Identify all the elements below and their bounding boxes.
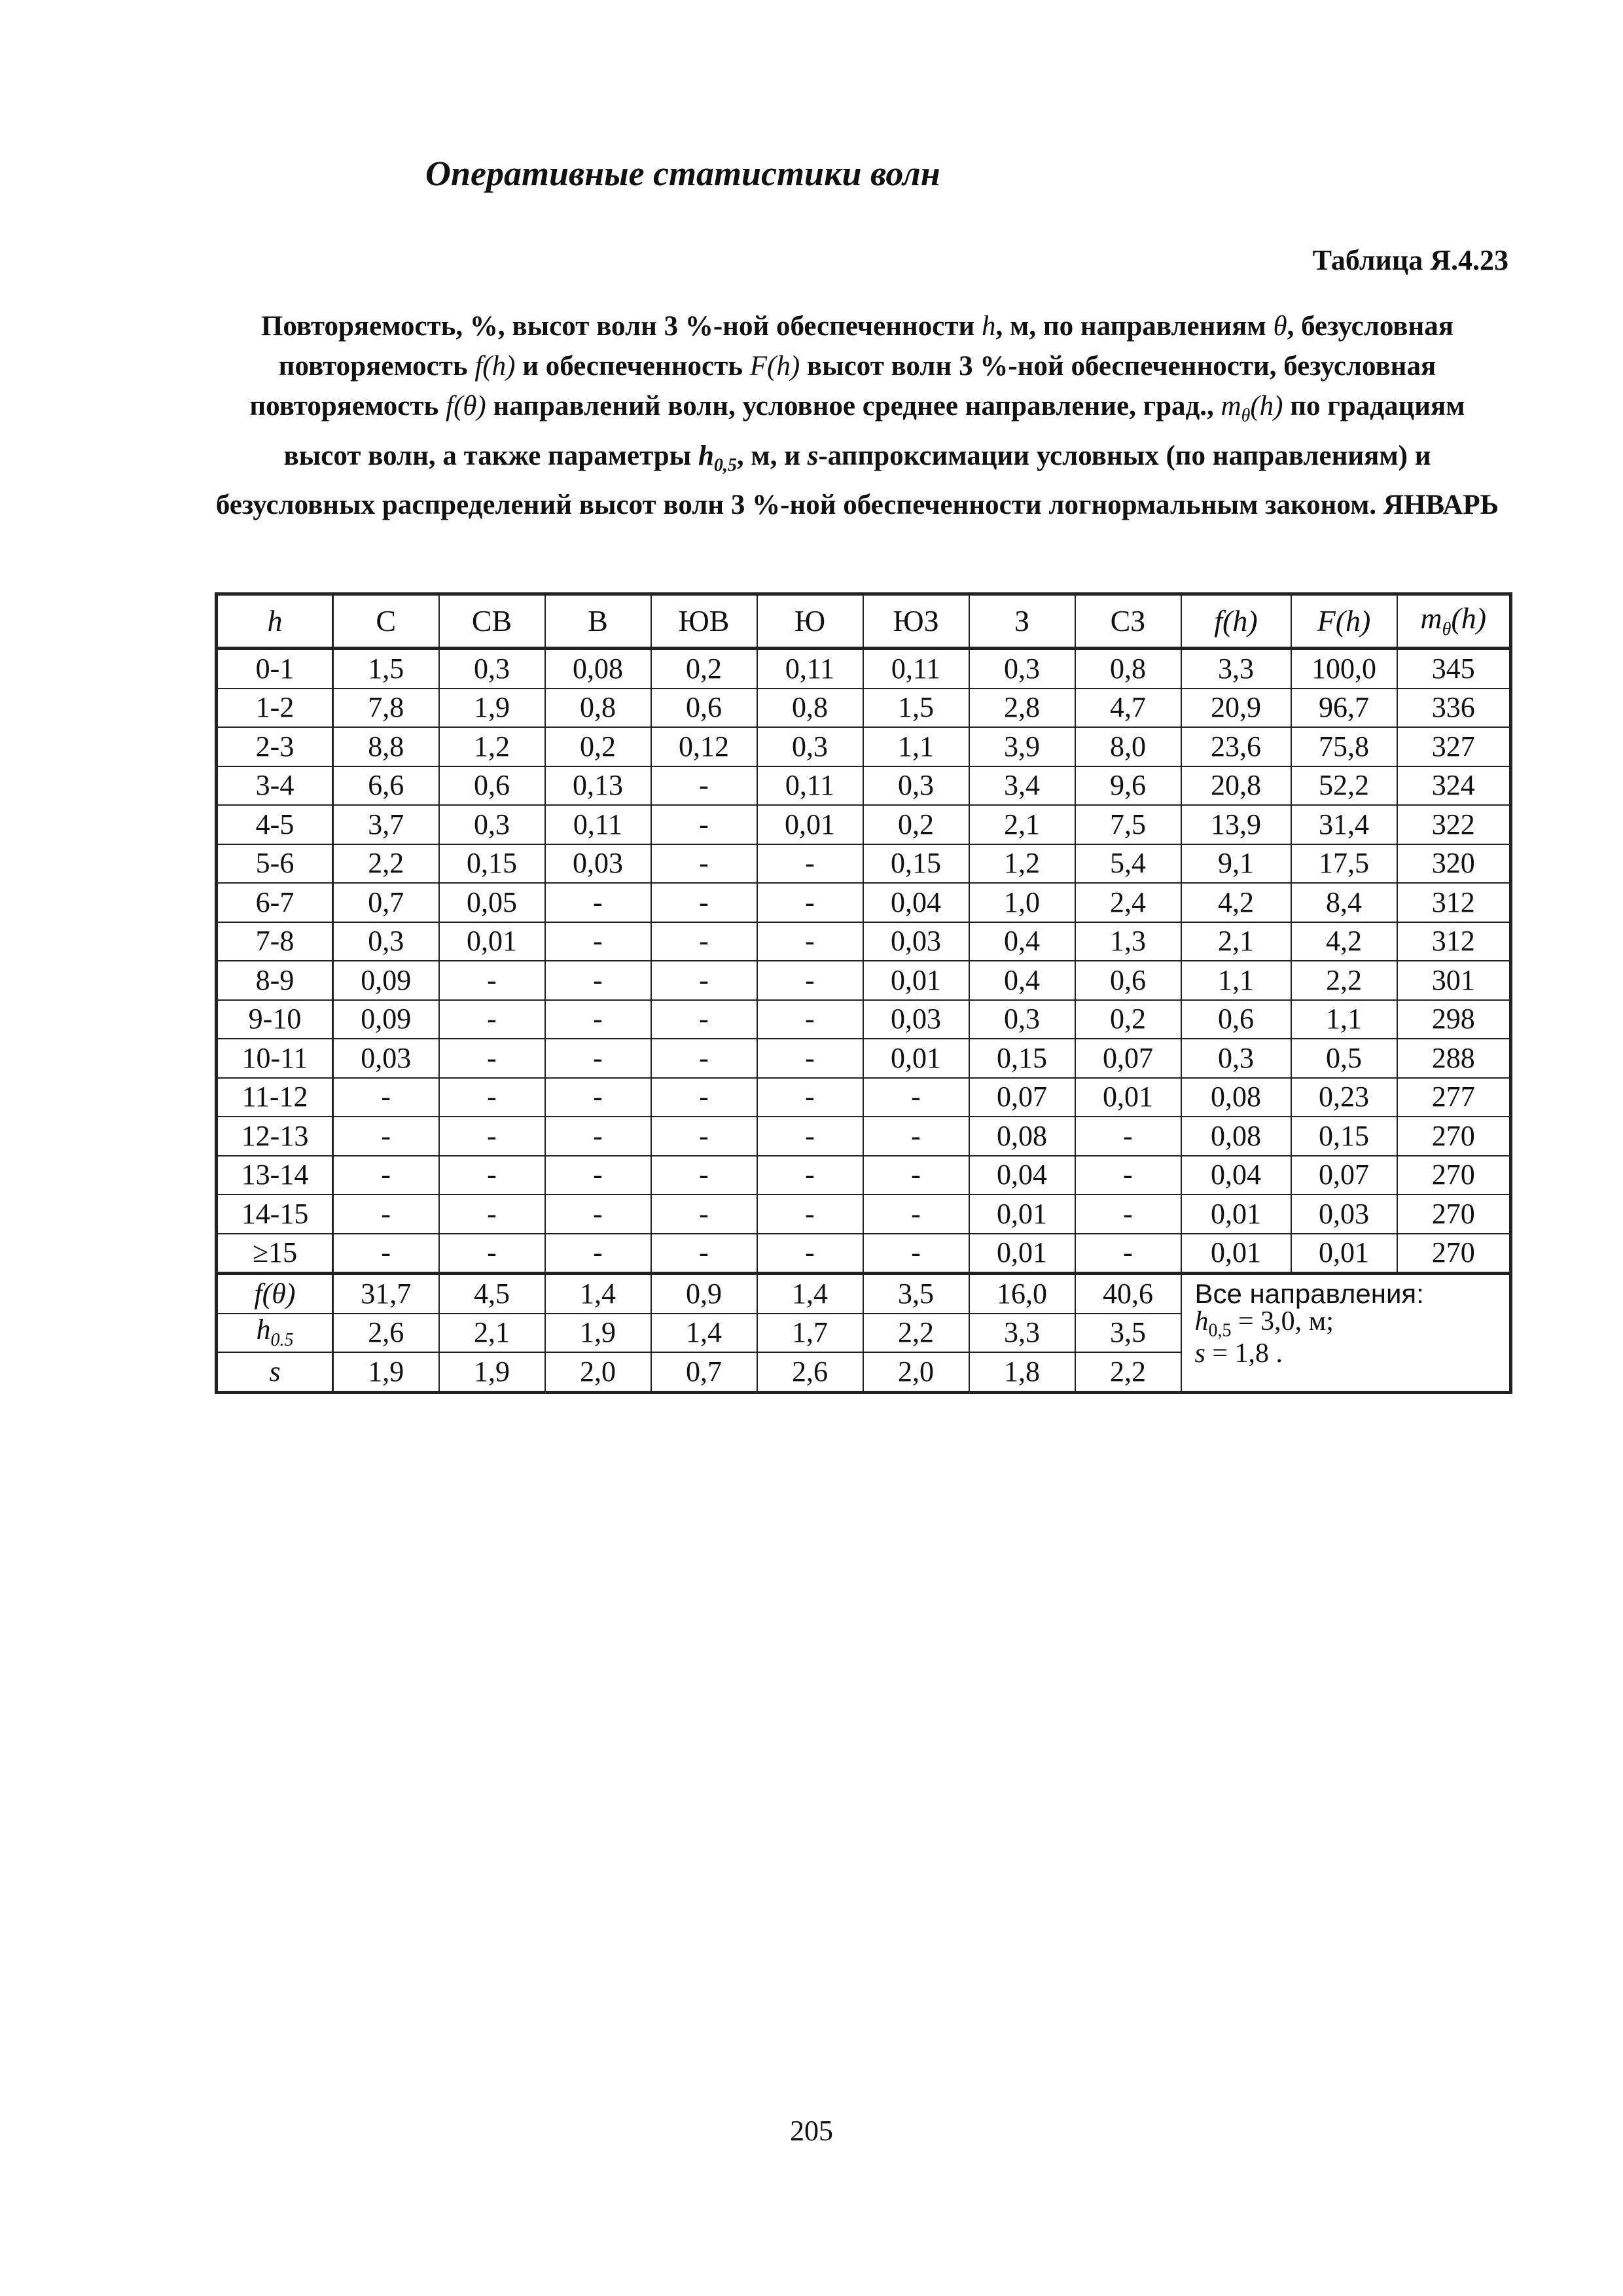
- direction-cell: 0,8: [545, 689, 651, 728]
- direction-cell: 0,6: [439, 766, 545, 806]
- direction-cell: 0,8: [757, 689, 863, 728]
- summary-body: [217, 1274, 1511, 1393]
- s-cell: 2,2: [1075, 1352, 1181, 1392]
- direction-cell: 0,7: [333, 883, 439, 922]
- direction-cell: -: [545, 961, 651, 1000]
- direction-cell: -: [1075, 1194, 1181, 1234]
- direction-cell: 0,12: [651, 727, 757, 766]
- direction-cell: 1,0: [969, 883, 1075, 922]
- header-direction: ЮЗ: [863, 594, 969, 649]
- Fh-cell: 0,5: [1291, 1039, 1397, 1078]
- direction-cell: 0,11: [545, 805, 651, 844]
- direction-cell: -: [333, 1078, 439, 1117]
- table-row: [217, 1234, 1511, 1274]
- Fh-cell: 75,8: [1291, 727, 1397, 766]
- header-h: h: [217, 594, 333, 649]
- direction-cell: 0,15: [969, 1039, 1075, 1078]
- direction-cell: 0,2: [651, 649, 757, 689]
- s-cell: 1,8: [969, 1352, 1075, 1392]
- fh-cell: 0,3: [1181, 1039, 1291, 1078]
- direction-cell: 5,4: [1075, 844, 1181, 884]
- mtheta-cell: 322: [1397, 805, 1511, 844]
- direction-cell: -: [545, 883, 651, 922]
- direction-cell: 0,08: [545, 649, 651, 689]
- direction-cell: -: [757, 1194, 863, 1234]
- direction-cell: -: [863, 1078, 969, 1117]
- direction-cell: 0,09: [333, 961, 439, 1000]
- direction-cell: -: [863, 1194, 969, 1234]
- direction-cell: 0,01: [863, 961, 969, 1000]
- direction-cell: 0,3: [969, 1000, 1075, 1039]
- row-height-range: 14-15: [217, 1194, 333, 1234]
- Fh-cell: 31,4: [1291, 805, 1397, 844]
- row-height-range: 0-1: [217, 649, 333, 689]
- all-directions-cell: [1181, 1274, 1511, 1393]
- direction-cell: -: [545, 1000, 651, 1039]
- row-height-range: 6-7: [217, 883, 333, 922]
- row-height-range: 2-3: [217, 727, 333, 766]
- table-row: [217, 766, 1511, 806]
- mtheta-cell: 270: [1397, 1156, 1511, 1195]
- direction-cell: 0,01: [863, 1039, 969, 1078]
- Fh-cell: 100,0: [1291, 649, 1397, 689]
- h05-cell: 1,7: [757, 1314, 863, 1353]
- direction-cell: 2,4: [1075, 883, 1181, 922]
- mtheta-cell: 288: [1397, 1039, 1511, 1078]
- direction-cell: -: [757, 844, 863, 884]
- direction-cell: -: [757, 1156, 863, 1195]
- header-direction: З: [969, 594, 1075, 649]
- direction-cell: -: [651, 766, 757, 806]
- h05-cell: 1,9: [545, 1314, 651, 1353]
- direction-cell: 0,01: [969, 1194, 1075, 1234]
- ftheta-cell: 31,7: [333, 1274, 439, 1314]
- Fh-cell: 17,5: [1291, 844, 1397, 884]
- fh-cell: 9,1: [1181, 844, 1291, 884]
- direction-cell: 8,8: [333, 727, 439, 766]
- direction-cell: 4,7: [1075, 689, 1181, 728]
- header-direction: ЮВ: [651, 594, 757, 649]
- all-directions-title: Все направления:: [1194, 1278, 1424, 1309]
- direction-cell: 0,01: [1075, 1078, 1181, 1117]
- table-row: [217, 727, 1511, 766]
- Fh-cell: 0,03: [1291, 1194, 1397, 1234]
- mtheta-cell: 277: [1397, 1078, 1511, 1117]
- ftheta-cell: 3,5: [863, 1274, 969, 1314]
- direction-cell: 0,15: [439, 844, 545, 884]
- direction-cell: 0,3: [757, 727, 863, 766]
- direction-cell: -: [863, 1117, 969, 1156]
- ftheta-cell: 16,0: [969, 1274, 1075, 1314]
- row-height-range: 8-9: [217, 961, 333, 1000]
- direction-cell: 0,3: [439, 805, 545, 844]
- direction-cell: -: [651, 1078, 757, 1117]
- header-direction: В: [545, 594, 651, 649]
- Fh-cell: 0,01: [1291, 1234, 1397, 1274]
- direction-cell: 0,08: [969, 1117, 1075, 1156]
- row-height-range: 10-11: [217, 1039, 333, 1078]
- direction-cell: 0,09: [333, 1000, 439, 1039]
- fh-cell: 23,6: [1181, 727, 1291, 766]
- fh-cell: 2,1: [1181, 922, 1291, 961]
- table-row: [217, 844, 1511, 884]
- direction-cell: 1,3: [1075, 922, 1181, 961]
- direction-cell: -: [439, 1000, 545, 1039]
- direction-cell: 0,2: [863, 805, 969, 844]
- s-cell: 2,6: [757, 1352, 863, 1392]
- direction-cell: 0,04: [863, 883, 969, 922]
- Fh-cell: 2,2: [1291, 961, 1397, 1000]
- direction-cell: -: [651, 1194, 757, 1234]
- row-height-range: 1-2: [217, 689, 333, 728]
- direction-cell: 0,2: [1075, 1000, 1181, 1039]
- table-row: [217, 689, 1511, 728]
- mtheta-cell: 320: [1397, 844, 1511, 884]
- direction-cell: 8,0: [1075, 727, 1181, 766]
- fh-cell: 0,01: [1181, 1194, 1291, 1234]
- direction-cell: -: [651, 1156, 757, 1195]
- direction-cell: 1,5: [863, 689, 969, 728]
- direction-cell: -: [333, 1156, 439, 1195]
- direction-cell: 0,15: [863, 844, 969, 884]
- direction-cell: -: [651, 805, 757, 844]
- direction-cell: -: [333, 1194, 439, 1234]
- table-row: [217, 805, 1511, 844]
- direction-cell: -: [333, 1117, 439, 1156]
- s-cell: 2,0: [545, 1352, 651, 1392]
- direction-cell: 3,4: [969, 766, 1075, 806]
- ftheta-cell: 0,9: [651, 1274, 757, 1314]
- direction-cell: 2,2: [333, 844, 439, 884]
- direction-cell: -: [757, 1117, 863, 1156]
- mtheta-cell: 312: [1397, 883, 1511, 922]
- direction-cell: -: [333, 1234, 439, 1274]
- fh-cell: 4,2: [1181, 883, 1291, 922]
- direction-cell: 7,8: [333, 689, 439, 728]
- header-direction: СЗ: [1075, 594, 1181, 649]
- row-height-range: 11-12: [217, 1078, 333, 1117]
- direction-cell: 6,6: [333, 766, 439, 806]
- direction-cell: 3,7: [333, 805, 439, 844]
- direction-cell: -: [545, 1194, 651, 1234]
- direction-cell: 0,3: [969, 649, 1075, 689]
- mtheta-cell: 298: [1397, 1000, 1511, 1039]
- Fh-cell: 0,07: [1291, 1156, 1397, 1195]
- table-number: Таблица Я.4.23: [1312, 244, 1508, 276]
- s-cell: 2,0: [863, 1352, 969, 1392]
- direction-cell: 1,9: [439, 689, 545, 728]
- direction-cell: -: [863, 1156, 969, 1195]
- direction-cell: -: [651, 1117, 757, 1156]
- mtheta-cell: 345: [1397, 649, 1511, 689]
- direction-cell: -: [651, 1234, 757, 1274]
- direction-cell: 9,6: [1075, 766, 1181, 806]
- fh-cell: 0,08: [1181, 1078, 1291, 1117]
- direction-cell: 0,07: [1075, 1039, 1181, 1078]
- mtheta-cell: 270: [1397, 1194, 1511, 1234]
- Fh-cell: 52,2: [1291, 766, 1397, 806]
- mtheta-cell: 327: [1397, 727, 1511, 766]
- wave-statistics-table-container: [215, 592, 1509, 1394]
- all-directions-h05: $h_{0,5} = 3,0$, м;: [1194, 1306, 1334, 1341]
- direction-cell: 0,03: [863, 1000, 969, 1039]
- direction-cell: -: [757, 1234, 863, 1274]
- row-height-range: ≥15: [217, 1234, 333, 1274]
- header-mtheta: $m_\theta(h)$: [1397, 594, 1511, 649]
- fh-cell: 20,8: [1181, 766, 1291, 806]
- row-height-range: 12-13: [217, 1117, 333, 1156]
- direction-cell: 0,01: [969, 1234, 1075, 1274]
- direction-cell: 0,4: [969, 961, 1075, 1000]
- Fh-cell: 0,23: [1291, 1078, 1397, 1117]
- direction-cell: -: [439, 1156, 545, 1195]
- table-row: [217, 961, 1511, 1000]
- direction-cell: 0,03: [545, 844, 651, 884]
- direction-cell: 0,13: [545, 766, 651, 806]
- direction-cell: -: [439, 1078, 545, 1117]
- direction-cell: -: [1075, 1156, 1181, 1195]
- page-number: 205: [790, 2115, 833, 2147]
- direction-cell: -: [545, 1156, 651, 1195]
- direction-cell: -: [439, 1234, 545, 1274]
- direction-cell: 0,07: [969, 1078, 1075, 1117]
- Fh-cell: 4,2: [1291, 922, 1397, 961]
- direction-cell: -: [439, 961, 545, 1000]
- header-row: [217, 594, 1511, 649]
- table-row: [217, 922, 1511, 961]
- ftheta-cell: 4,5: [439, 1274, 545, 1314]
- direction-cell: 1,2: [439, 727, 545, 766]
- direction-cell: 2,1: [969, 805, 1075, 844]
- fh-cell: 13,9: [1181, 805, 1291, 844]
- direction-cell: 0,04: [969, 1156, 1075, 1195]
- s-cell: 1,9: [439, 1352, 545, 1392]
- direction-cell: -: [1075, 1117, 1181, 1156]
- direction-cell: -: [545, 1039, 651, 1078]
- table-row: [217, 883, 1511, 922]
- direction-cell: 0,11: [757, 766, 863, 806]
- fh-cell: 1,1: [1181, 961, 1291, 1000]
- table-row: [217, 1194, 1511, 1234]
- direction-cell: 2,8: [969, 689, 1075, 728]
- table-row: [217, 1117, 1511, 1156]
- direction-cell: -: [757, 1039, 863, 1078]
- wave-statistics-table: [215, 592, 1512, 1394]
- all-directions-s: s = 1,8 .: [1194, 1338, 1283, 1369]
- s-label: s: [217, 1352, 333, 1392]
- direction-cell: -: [545, 1117, 651, 1156]
- direction-cell: -: [545, 922, 651, 961]
- direction-cell: -: [757, 922, 863, 961]
- mtheta-cell: 312: [1397, 922, 1511, 961]
- direction-cell: -: [757, 1000, 863, 1039]
- direction-cell: -: [757, 1078, 863, 1117]
- h05-cell: 1,4: [651, 1314, 757, 1353]
- fh-cell: 0,08: [1181, 1117, 1291, 1156]
- direction-cell: 0,03: [863, 922, 969, 961]
- direction-cell: -: [651, 844, 757, 884]
- fh-cell: 0,04: [1181, 1156, 1291, 1195]
- direction-cell: 0,01: [757, 805, 863, 844]
- ftheta-row: [217, 1274, 1511, 1314]
- table-row: [217, 1078, 1511, 1117]
- direction-cell: -: [651, 1000, 757, 1039]
- direction-cell: 0,11: [757, 649, 863, 689]
- direction-cell: -: [545, 1078, 651, 1117]
- direction-cell: 1,1: [863, 727, 969, 766]
- header-Fh: F(h): [1291, 594, 1397, 649]
- direction-cell: -: [439, 1194, 545, 1234]
- direction-cell: -: [863, 1234, 969, 1274]
- fh-cell: 20,9: [1181, 689, 1291, 728]
- h05-cell: 2,2: [863, 1314, 969, 1353]
- table-row: [217, 1000, 1511, 1039]
- direction-cell: 0,05: [439, 883, 545, 922]
- direction-cell: 0,3: [863, 766, 969, 806]
- direction-cell: 0,8: [1075, 649, 1181, 689]
- direction-cell: -: [651, 922, 757, 961]
- direction-cell: -: [757, 961, 863, 1000]
- direction-cell: -: [651, 1039, 757, 1078]
- direction-cell: -: [651, 961, 757, 1000]
- h05-cell: 3,3: [969, 1314, 1075, 1353]
- fh-cell: 3,3: [1181, 649, 1291, 689]
- row-height-range: 4-5: [217, 805, 333, 844]
- mtheta-cell: 336: [1397, 689, 1511, 728]
- ftheta-cell: 1,4: [545, 1274, 651, 1314]
- Fh-cell: 96,7: [1291, 689, 1397, 728]
- direction-cell: -: [439, 1039, 545, 1078]
- ftheta-cell: 1,4: [757, 1274, 863, 1314]
- direction-cell: -: [439, 1117, 545, 1156]
- direction-cell: 0,6: [651, 689, 757, 728]
- direction-cell: 7,5: [1075, 805, 1181, 844]
- Fh-cell: 0,15: [1291, 1117, 1397, 1156]
- direction-cell: 0,01: [439, 922, 545, 961]
- row-height-range: 7-8: [217, 922, 333, 961]
- table-body: [217, 649, 1511, 1274]
- ftheta-cell: 40,6: [1075, 1274, 1181, 1314]
- fh-cell: 0,01: [1181, 1234, 1291, 1274]
- header-direction: Ю: [757, 594, 863, 649]
- table-caption: Повторяемость, %, высот волн 3 %-ной обеспеченности h, м, по направлениям θ, безусловная повторяемость f(h) и обеспеченность F(h) высот волн 3 %-ной обеспеченности, безусловная повторяемость f(θ) направлений волн, условное среднее направление, град., $m_\theta(h)$ по градациям высот волн, а также параметры $h_{0,5}$, м, и s-аппроксимации условных (по направлениям) и безусловных распределений высот волн 3 %-ной обеспеченности логнормальным законом. ЯНВАРЬ: [215, 311, 1499, 521]
- row-height-range: 9-10: [217, 1000, 333, 1039]
- direction-cell: -: [1075, 1234, 1181, 1274]
- direction-cell: 0,2: [545, 727, 651, 766]
- direction-cell: 3,9: [969, 727, 1075, 766]
- ftheta-label: f(θ): [217, 1274, 333, 1314]
- h05-label: $h_{0.5}$: [217, 1314, 333, 1353]
- h05-cell: 3,5: [1075, 1314, 1181, 1353]
- direction-cell: 0,4: [969, 922, 1075, 961]
- row-height-range: 3-4: [217, 766, 333, 806]
- s-cell: 0,7: [651, 1352, 757, 1392]
- h05-cell: 2,1: [439, 1314, 545, 1353]
- mtheta-cell: 301: [1397, 961, 1511, 1000]
- direction-cell: 0,6: [1075, 961, 1181, 1000]
- mtheta-cell: 270: [1397, 1117, 1511, 1156]
- table-row: [217, 1156, 1511, 1195]
- h05-cell: 2,6: [333, 1314, 439, 1353]
- fh-cell: 0,6: [1181, 1000, 1291, 1039]
- header-fh: f(h): [1181, 594, 1291, 649]
- table-row: [217, 649, 1511, 689]
- direction-cell: -: [651, 883, 757, 922]
- mtheta-cell: 270: [1397, 1234, 1511, 1274]
- direction-cell: 0,3: [333, 922, 439, 961]
- Fh-cell: 1,1: [1291, 1000, 1397, 1039]
- header-direction: СВ: [439, 594, 545, 649]
- Fh-cell: 8,4: [1291, 883, 1397, 922]
- direction-cell: 1,5: [333, 649, 439, 689]
- mtheta-cell: 324: [1397, 766, 1511, 806]
- table-row: [217, 1039, 1511, 1078]
- section-title: Оперативные статистики волн: [425, 154, 940, 193]
- s-cell: 1,9: [333, 1352, 439, 1392]
- row-height-range: 5-6: [217, 844, 333, 884]
- direction-cell: -: [757, 883, 863, 922]
- direction-cell: 0,03: [333, 1039, 439, 1078]
- header-direction: С: [333, 594, 439, 649]
- direction-cell: 0,11: [863, 649, 969, 689]
- direction-cell: 1,2: [969, 844, 1075, 884]
- row-height-range: 13-14: [217, 1156, 333, 1195]
- direction-cell: -: [545, 1234, 651, 1274]
- direction-cell: 0,3: [439, 649, 545, 689]
